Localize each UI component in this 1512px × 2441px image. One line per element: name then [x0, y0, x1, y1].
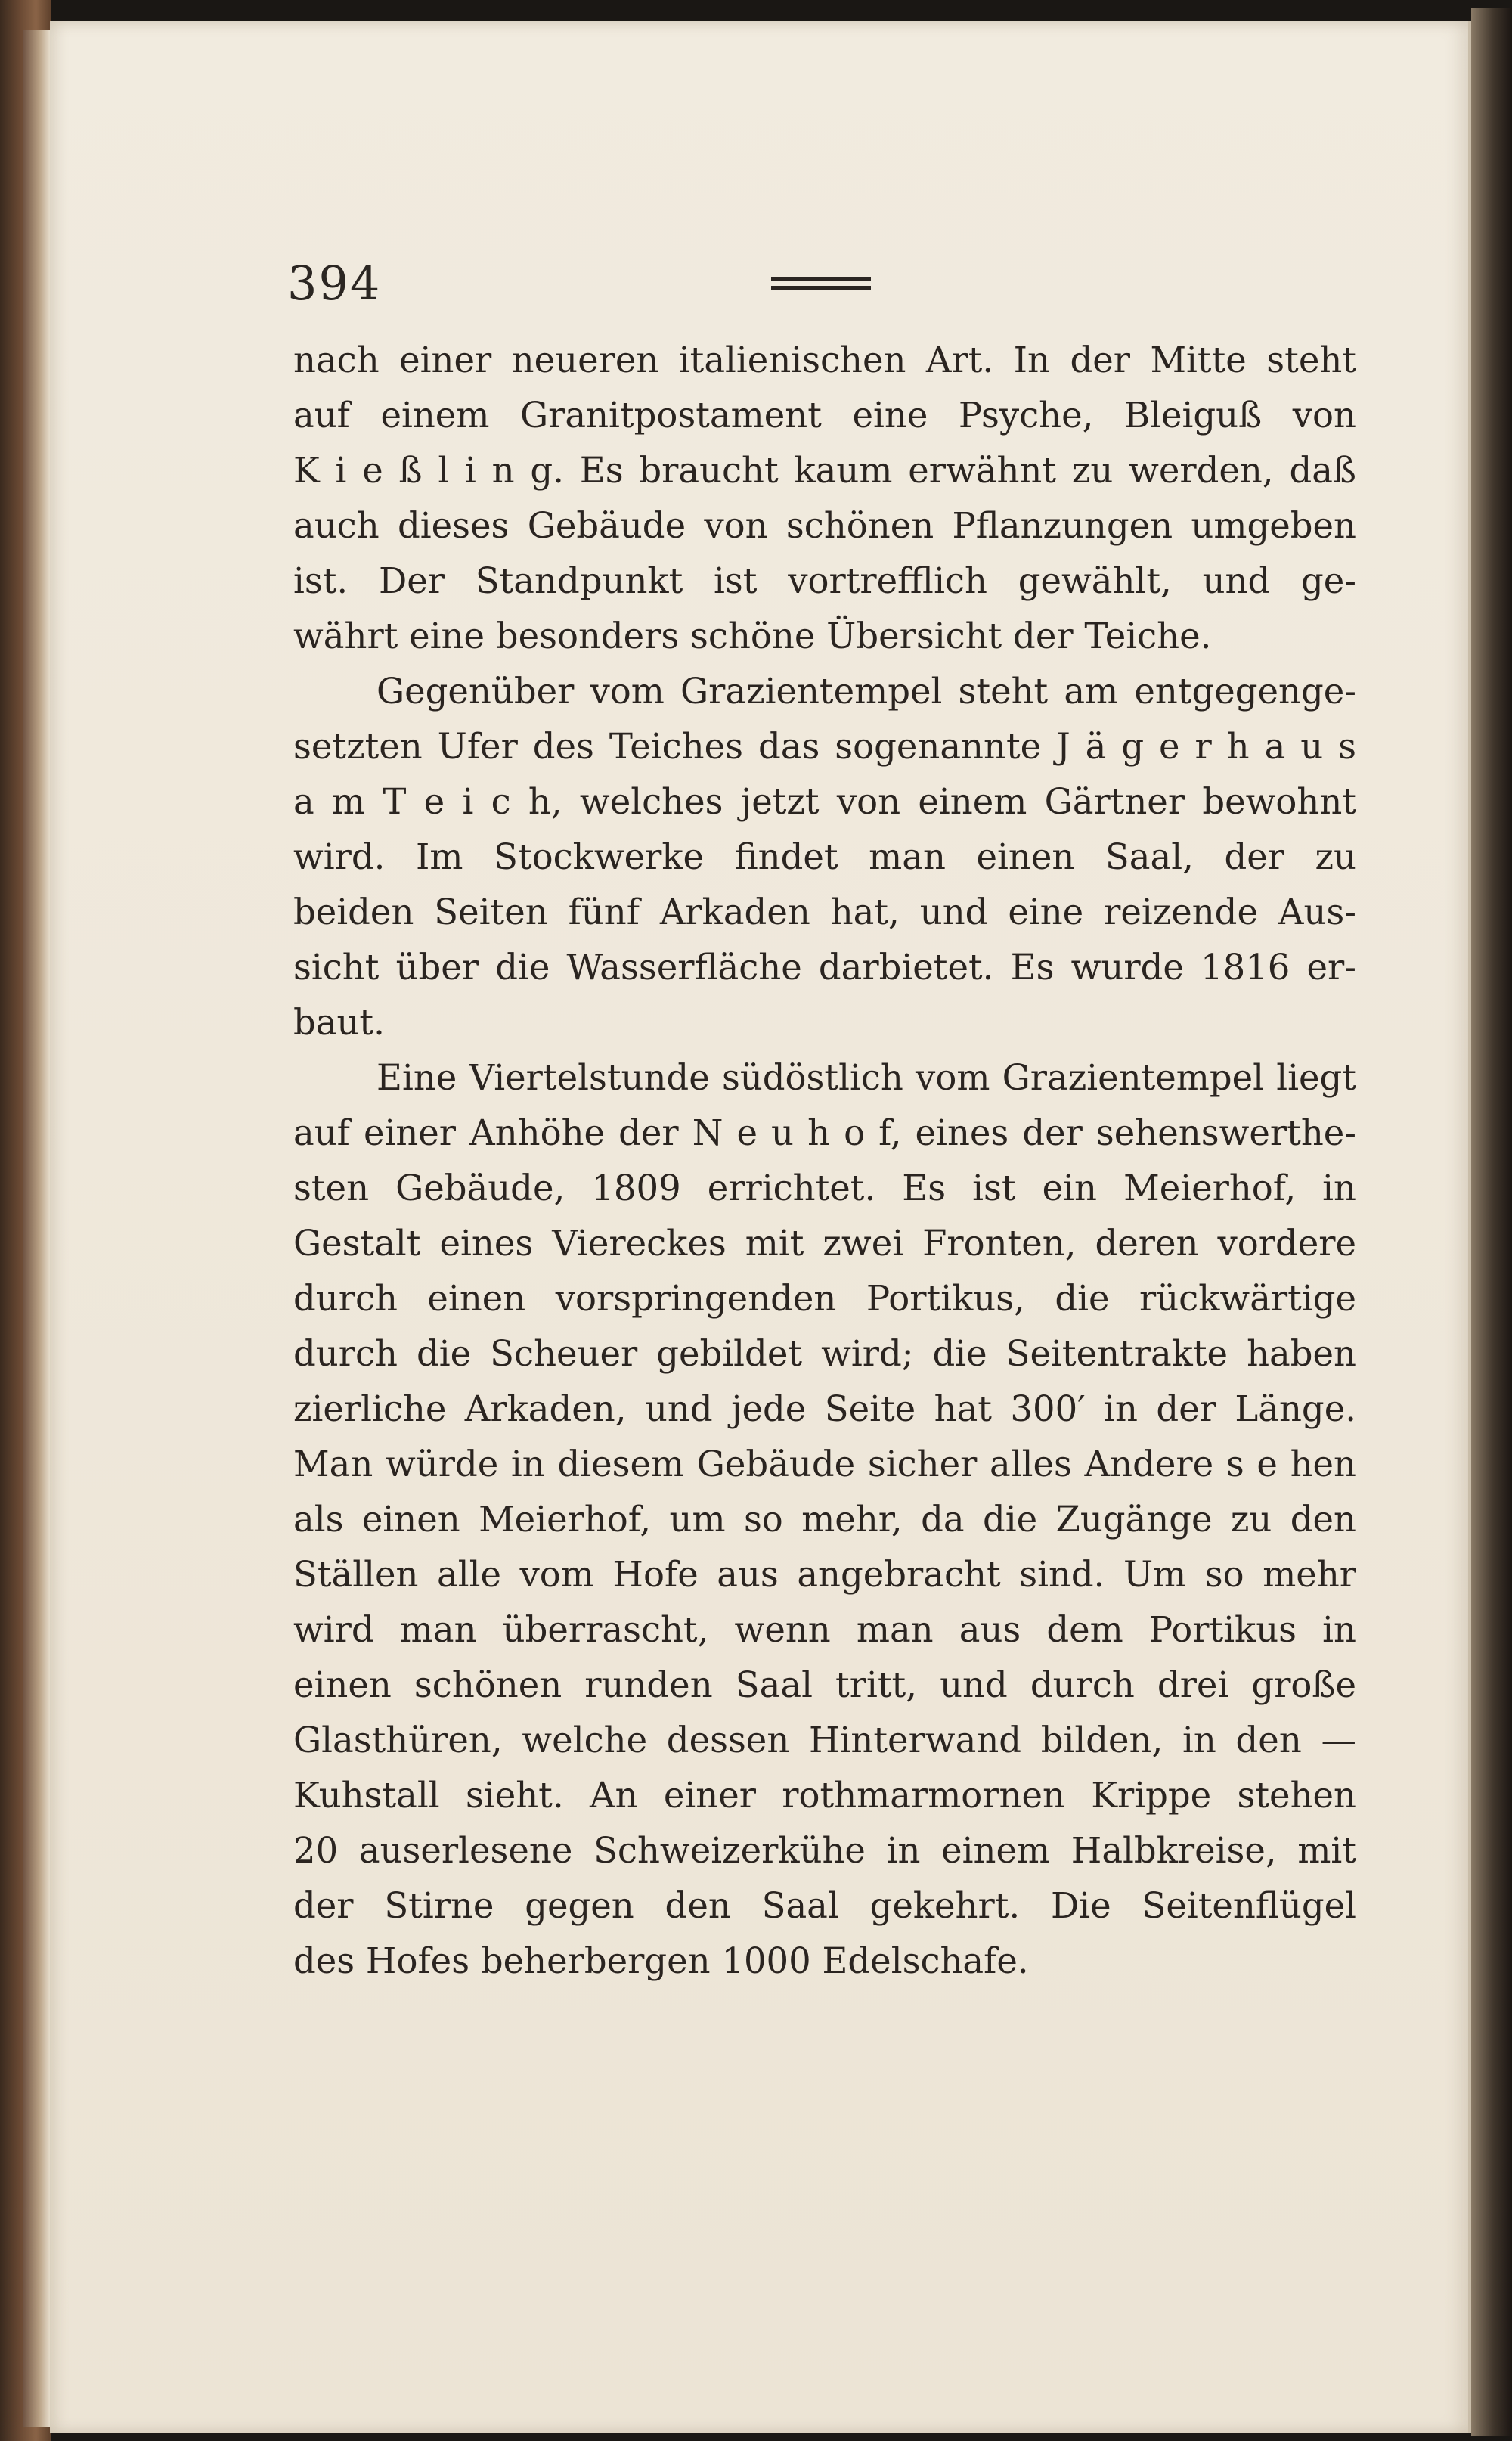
page-stack-edge	[23, 30, 50, 2427]
text-line: ist. Der Standpunkt ist vortrefflich gewählt, und ge-	[293, 560, 1356, 601]
page-header	[287, 256, 1361, 309]
text-line: Gegenüber vom Grazientempel steht am entgegenge-	[376, 671, 1356, 712]
text-line: durch die Scheuer gebildet wird; die Seitentrakte haben	[293, 1333, 1356, 1374]
text-line: Gestalt eines Viereckes mit zwei Fronten, deren vordere	[293, 1223, 1356, 1264]
text-line: 20 auserlesene Schweizerkühe in einem Halbkreise, mit	[293, 1830, 1356, 1871]
text-line: beiden Seiten fünf Arkaden hat, und eine reizende Aus-	[293, 892, 1356, 932]
header-rule-ornament	[771, 277, 871, 293]
text-line: Eine Viertelstunde südöstlich vom Grazientempel liegt	[376, 1057, 1356, 1098]
text-line: setzten Ufer des Teiches das sogenannte J ä g e r h a u s	[293, 726, 1356, 767]
text-line: zierliche Arkaden, und jede Seite hat 300′ in der Länge.	[293, 1388, 1356, 1429]
text-line: einen schönen runden Saal tritt, und durch drei große	[293, 1664, 1356, 1705]
binding-shadow	[1471, 8, 1512, 2436]
text-line: als einen Meierhof, um so mehr, da die Zugänge zu den	[293, 1499, 1356, 1540]
text-line: durch einen vorspringenden Portikus, die rückwärtige	[293, 1278, 1356, 1319]
text-line: der Stirne gegen den Saal gekehrt. Die Seitenflügel	[293, 1885, 1356, 1926]
text-line: auch dieses Gebäude von schönen Pflanzungen umgeben	[293, 505, 1356, 546]
text-line: nach einer neueren italienischen Art. In der Mitte steht	[293, 340, 1356, 380]
text-line: auf einem Granitpostament eine Psyche, Bleiguß von	[293, 395, 1356, 436]
text-line: Man würde in diesem Gebäude sicher alles Andere s e hen	[293, 1444, 1356, 1484]
text-line: währt eine besonders schöne Übersicht der Teiche.	[293, 616, 1212, 656]
text-line: K i e ß l i n g. Es braucht kaum erwähnt zu werden, daß	[293, 450, 1356, 491]
text-line: des Hofes beherbergen 1000 Edelschafe.	[293, 1940, 1029, 1981]
text-line: Kuhstall sieht. An einer rothmarmornen Krippe stehen	[293, 1775, 1356, 1816]
text-line: Ställen alle vom Hofe aus angebracht sind. Um so mehr	[293, 1554, 1356, 1595]
text-line: Glasthüren, welche dessen Hinterwand bilden, in den —	[293, 1720, 1356, 1760]
text-line: baut.	[293, 1002, 385, 1043]
text-line: wird man überrascht, wenn man aus dem Portikus in	[293, 1609, 1356, 1650]
body-text	[293, 333, 1356, 1989]
page-number: 394	[287, 256, 382, 311]
text-line: sten Gebäude, 1809 errichtet. Es ist ein Meierhof, in	[293, 1168, 1356, 1208]
text-line: auf einer Anhöhe der N e u h o f, eines der sehenswerthe-	[293, 1112, 1356, 1153]
text-line: sicht über die Wasserfläche darbietet. Es wurde 1816 er-	[293, 947, 1356, 988]
text-line: wird. Im Stockwerke findet man einen Saal, der zu	[293, 836, 1356, 877]
text-line: a m T e i c h, welches jetzt von einem Gärtner bewohnt	[293, 781, 1356, 822]
